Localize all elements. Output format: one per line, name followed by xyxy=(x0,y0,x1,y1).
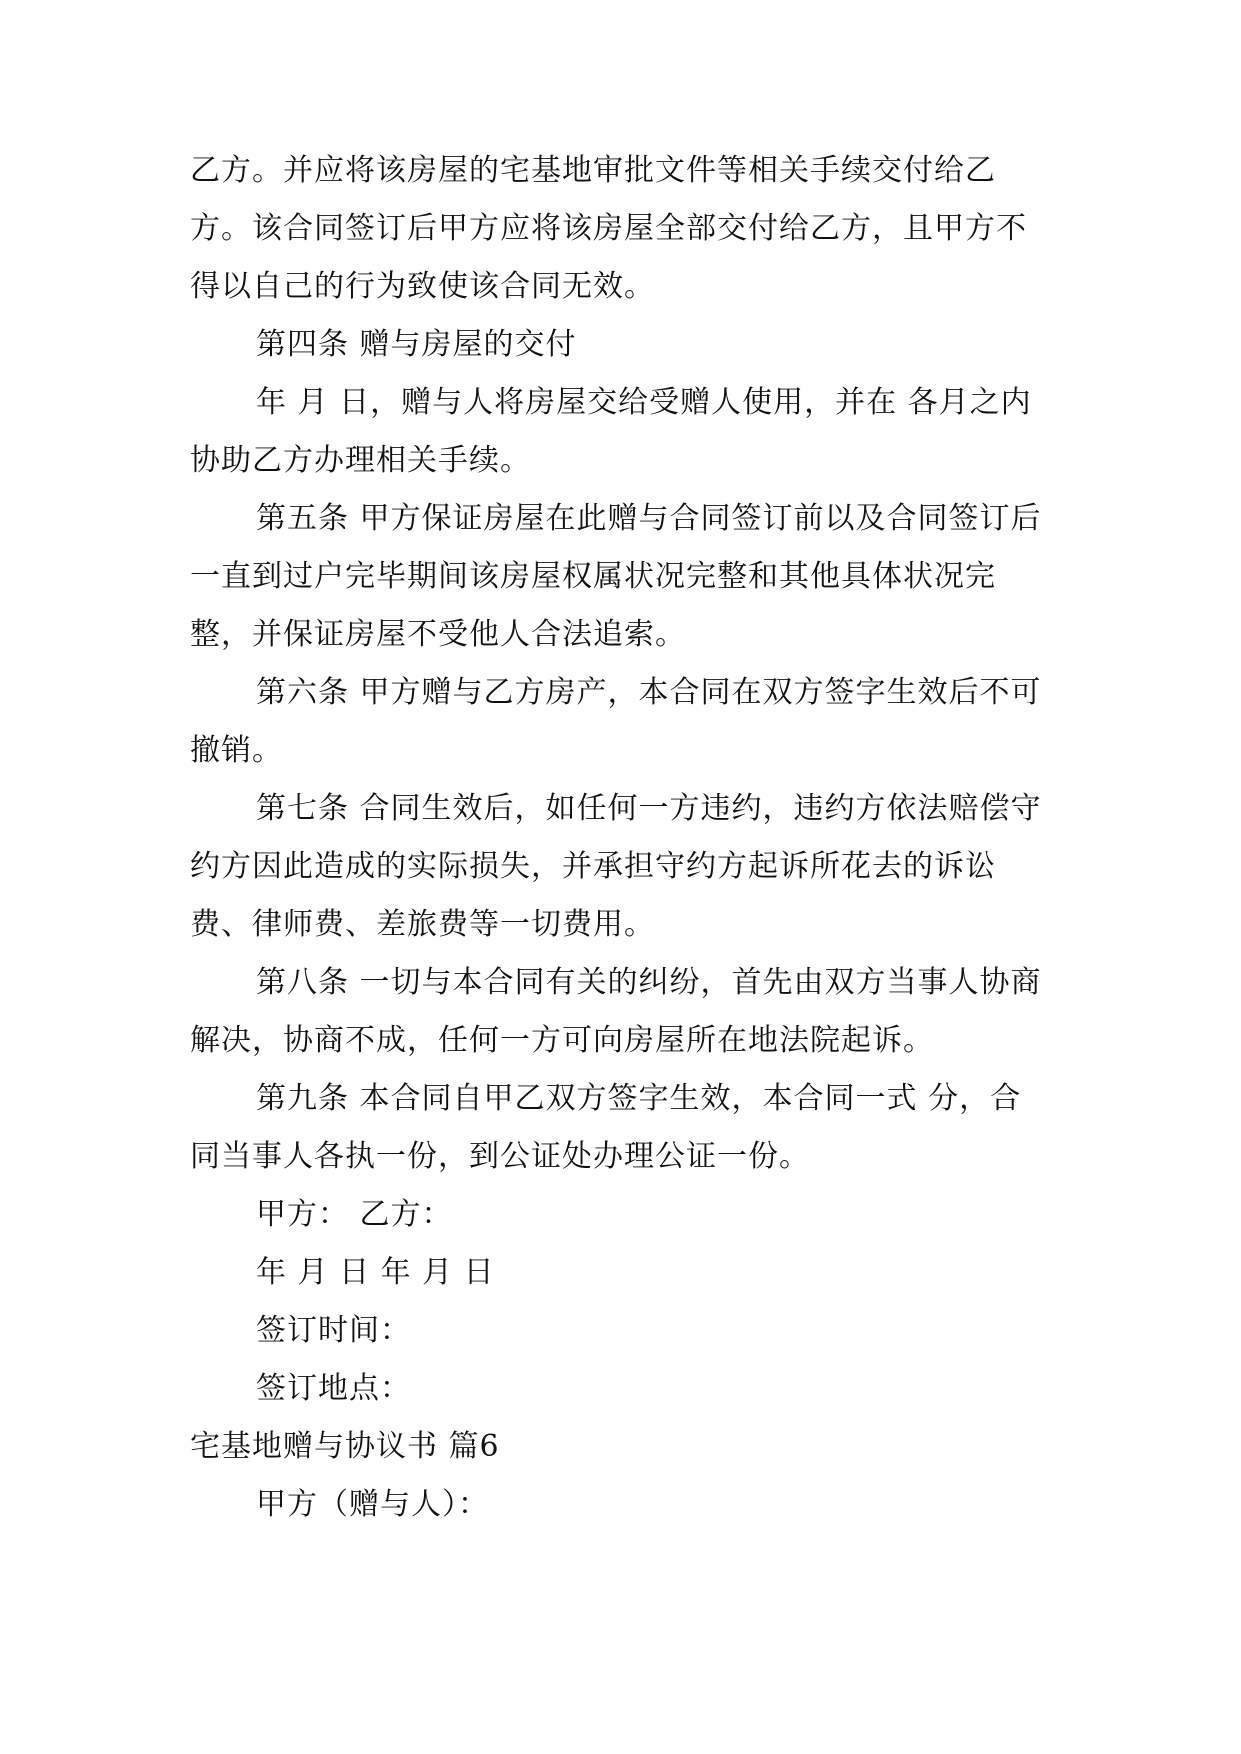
paragraph-delivery-date: 年 月 日，赠与人将房屋交给受赠人使用，并在 各月之内协助乙方办理相关手续。 xyxy=(190,385,1032,478)
signature-place: 签订地点： xyxy=(256,1371,411,1406)
article-8-paragraph: 第八条 一切与本合同有关的纠纷，首先由双方当事人协商解决，协商不成，任何一方可向房屋所在地法院起诉。 xyxy=(190,965,1042,1058)
section-title: 宅基地赠与协议书 篇6 xyxy=(190,1429,500,1464)
article-6-paragraph: 第六条 甲方赠与乙方房产，本合同在双方签字生效后不可撤销。 xyxy=(190,675,1042,768)
signature-parties: 甲方： 乙方： xyxy=(256,1197,453,1232)
article-9-paragraph: 第九条 本合同自甲乙双方签字生效，本合同一式 分，合同当事人各执一份，到公证处办理公证一份。 xyxy=(190,1081,1022,1174)
contract-text-block xyxy=(190,142,1050,1534)
signature-time: 签订时间： xyxy=(256,1313,411,1348)
party-a-label: 甲方（赠与人）： xyxy=(256,1487,489,1522)
signature-dates: 年 月 日 年 月 日 xyxy=(256,1255,495,1290)
article-4-heading: 第四条 赠与房屋的交付 xyxy=(256,327,577,362)
article-7-paragraph: 第七条 合同生效后，如任何一方违约，违约方依法赔偿守约方因此造成的实际损失，并承担守约方起诉所花去的诉讼费、律师费、差旅费等一切费用。 xyxy=(190,791,1042,942)
article-5-paragraph: 第五条 甲方保证房屋在此赠与合同签订前以及合同签订后一直到过户完毕期间该房屋权属状况完整和其他具体状况完整，并保证房屋不受他人合法追索。 xyxy=(190,501,1042,652)
paragraph-1: 乙方。并应将该房屋的宅基地审批文件等相关手续交付给乙方。该合同签订后甲方应将该房屋全部交付给乙方，且甲方不得以自己的行为致使该合同无效。 xyxy=(190,153,1027,304)
